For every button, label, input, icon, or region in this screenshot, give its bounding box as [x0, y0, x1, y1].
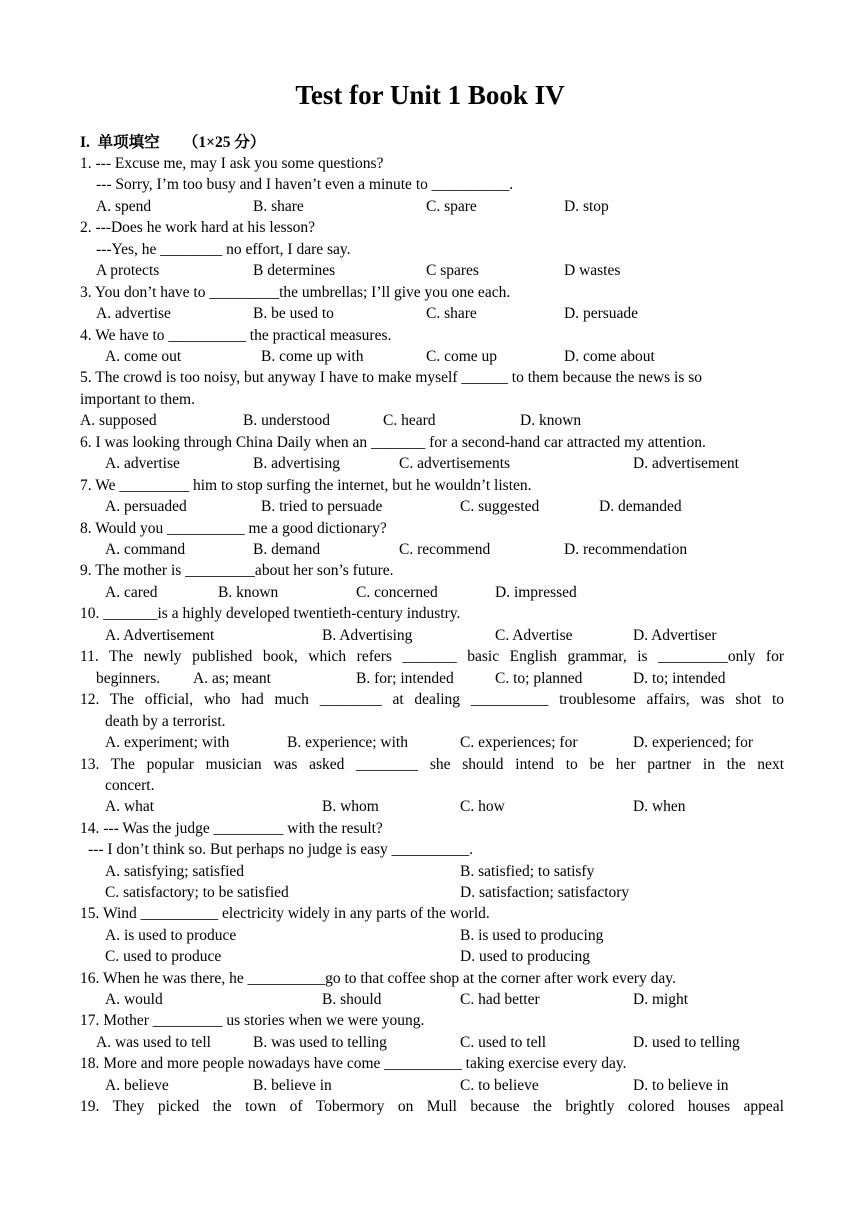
question-4-options — [80, 346, 784, 367]
option-a[interactable]: A. advertise — [105, 455, 180, 472]
option-c[interactable]: C. suggested — [460, 498, 540, 515]
option-d[interactable]: D. to believe in — [633, 1077, 729, 1094]
option-a[interactable]: A. believe — [105, 1077, 169, 1094]
option-c[interactable]: C. used to produce — [105, 948, 222, 965]
option-d[interactable]: D. Advertiser — [633, 627, 717, 644]
question-10-options — [80, 625, 784, 646]
option-a[interactable]: A. as; meant — [193, 670, 271, 687]
question-14-stem: 14. --- Was the judge _________ with the result? — [80, 820, 383, 837]
option-a[interactable]: A. would — [105, 991, 163, 1008]
option-b[interactable]: B. is used to producing — [460, 927, 604, 944]
question-5-stem-2: important to them. — [80, 391, 195, 408]
question-1-options — [80, 196, 784, 217]
option-d[interactable]: D. used to producing — [460, 948, 591, 965]
option-d[interactable]: D. recommendation — [564, 541, 688, 558]
option-b[interactable]: B. understood — [243, 412, 330, 429]
option-a[interactable]: A. what — [105, 798, 155, 815]
question-11-stem-2: beginners. — [96, 670, 161, 687]
option-c[interactable]: C. satisfactory; to be satisfied — [105, 884, 289, 901]
option-d[interactable]: D. used to telling — [633, 1034, 740, 1051]
option-d[interactable]: D. to; intended — [633, 670, 726, 687]
option-c[interactable]: C. heard — [383, 412, 436, 429]
option-a[interactable]: A. spend — [96, 198, 152, 215]
option-b[interactable]: B. for; intended — [356, 670, 454, 687]
option-c[interactable]: C. to believe — [460, 1077, 539, 1094]
option-c[interactable]: C. recommend — [399, 541, 491, 558]
option-c[interactable]: C. experiences; for — [460, 734, 578, 751]
option-b[interactable]: B. should — [322, 991, 382, 1008]
option-d[interactable]: D. advertisement — [633, 455, 739, 472]
option-c[interactable]: C. Advertise — [495, 627, 573, 644]
question-4-stem: 4. We have to __________ the practical measures. — [80, 327, 392, 344]
option-c[interactable]: C. concerned — [356, 584, 438, 601]
question-1-stem: 1. --- Excuse me, may I ask you some questions? — [80, 155, 384, 172]
question-5-stem: 5. The crowd is too noisy, but anyway I have to make myself ______ to them because the news is so — [80, 369, 703, 386]
question-6-options — [80, 453, 784, 474]
option-b[interactable]: B determines — [253, 262, 336, 279]
option-a[interactable]: A. was used to tell — [96, 1034, 211, 1051]
question-3-stem: 3. You don’t have to _________the umbrellas; I’ll give you one each. — [80, 284, 511, 301]
question-15-options-row-2 — [80, 946, 784, 967]
question-12-stem: 12. The official, who had much ________ at dealing __________ troublesome affairs, was shot to — [80, 691, 784, 708]
question-18-stem: 18. More and more people nowadays have come __________ taking exercise every day. — [80, 1055, 627, 1072]
question-12-stem-2: death by a terrorist. — [105, 713, 226, 730]
option-b[interactable]: B. satisfied; to satisfy — [460, 863, 595, 880]
question-13-stem: 13. The popular musician was asked ________ she should intend to be her partner in the next — [80, 756, 784, 773]
option-d[interactable]: D wastes — [564, 262, 621, 279]
option-c[interactable]: C. used to tell — [460, 1034, 547, 1051]
section-heading: I. 单项填空 （1×25 分） — [80, 134, 266, 151]
question-11-options — [80, 668, 784, 689]
option-b[interactable]: B. tried to persuade — [261, 498, 383, 515]
option-c[interactable]: C. come up — [426, 348, 498, 365]
page-title: Test for Unit 1 Book IV — [295, 80, 565, 110]
option-d[interactable]: D. when — [633, 798, 686, 815]
option-b[interactable]: B. known — [218, 584, 279, 601]
question-11-stem: 11. The newly published book, which refers _______ basic English grammar, is _________only for — [80, 648, 784, 665]
question-7-stem: 7. We _________ him to stop surfing the internet, but he wouldn’t listen. — [80, 477, 532, 494]
option-a[interactable]: A. advertise — [96, 305, 171, 322]
option-b[interactable]: B. come up with — [261, 348, 364, 365]
option-b[interactable]: B. was used to telling — [253, 1034, 387, 1051]
question-12-options — [80, 732, 784, 753]
question-9-options — [80, 582, 784, 603]
question-17-stem: 17. Mother _________ us stories when we were young. — [80, 1012, 425, 1029]
option-c[interactable]: C. spare — [426, 198, 477, 215]
option-a[interactable]: A. experiment; with — [105, 734, 230, 751]
option-d[interactable]: D. might — [633, 991, 689, 1008]
question-2-options — [80, 260, 784, 281]
question-15-stem: 15. Wind __________ electricity widely in any parts of the world. — [80, 905, 490, 922]
question-8-options — [80, 539, 784, 560]
option-d[interactable]: D. demanded — [599, 498, 682, 515]
question-2-stem: 2. ---Does he work hard at his lesson? — [80, 219, 316, 236]
option-c[interactable]: C. share — [426, 305, 477, 322]
question-7-options — [80, 496, 784, 517]
question-15-options-row-1 — [80, 925, 784, 946]
option-a[interactable]: A. persuaded — [105, 498, 187, 515]
question-16-stem: 16. When he was there, he __________go to that coffee shop at the corner after work every day. — [80, 970, 676, 987]
question-10-stem: 10. _______is a highly developed twentieth-century industry. — [80, 605, 461, 622]
option-b[interactable]: B. believe in — [253, 1077, 332, 1094]
question-17-options — [80, 1032, 784, 1053]
option-c[interactable]: C. to; planned — [495, 670, 583, 687]
option-c[interactable]: C spares — [426, 262, 479, 279]
question-6-stem: 6. I was looking through China Daily when an _______ for a second-hand car attracted my attention. — [80, 434, 706, 451]
option-b[interactable]: B. share — [253, 198, 304, 215]
question-2-stem-2: ---Yes, he ________ no effort, I dare say. — [96, 241, 351, 258]
question-1-stem-2: --- Sorry, I’m too busy and I haven’t even a minute to __________. — [96, 176, 514, 193]
option-a[interactable]: A. cared — [105, 584, 158, 601]
option-d[interactable]: D. stop — [564, 198, 609, 215]
option-b[interactable]: B. be used to — [253, 305, 334, 322]
option-b[interactable]: B. demand — [253, 541, 321, 558]
question-13-stem-2: concert. — [105, 777, 155, 794]
option-d[interactable]: D. experienced; for — [633, 734, 754, 751]
option-a[interactable]: A. come out — [105, 348, 182, 365]
question-19-stem: 19. They picked the town of Tobermory on Mull because the brightly colored houses appeal — [80, 1098, 784, 1115]
option-a[interactable]: A. satisfying; satisfied — [105, 863, 245, 880]
question-13-options — [80, 796, 784, 817]
option-c[interactable]: C. had better — [460, 991, 540, 1008]
option-b[interactable]: B. experience; with — [287, 734, 408, 751]
option-b[interactable]: B. advertising — [253, 455, 340, 472]
question-14-options-row-1 — [80, 861, 784, 882]
question-18-options — [80, 1075, 784, 1096]
option-d[interactable]: D. persuade — [564, 305, 639, 322]
question-9-stem: 9. The mother is _________about her son’s future. — [80, 562, 394, 579]
option-a[interactable]: A. Advertisement — [105, 627, 215, 644]
question-3-options — [80, 303, 784, 324]
option-a[interactable]: A. command — [105, 541, 186, 558]
option-c[interactable]: C. how — [460, 798, 505, 815]
question-14-options-row-2 — [80, 882, 784, 903]
option-d[interactable]: D. satisfaction; satisfactory — [460, 884, 630, 901]
option-d[interactable]: D. known — [520, 412, 582, 429]
option-b[interactable]: B. Advertising — [322, 627, 413, 644]
option-a[interactable]: A. supposed — [80, 412, 157, 429]
option-b[interactable]: B. whom — [322, 798, 379, 815]
option-a[interactable]: A protects — [96, 262, 160, 279]
question-5-options — [80, 410, 784, 431]
option-c[interactable]: C. advertisements — [399, 455, 511, 472]
option-a[interactable]: A. is used to produce — [105, 927, 237, 944]
question-14-stem-2: --- I don’t think so. But perhaps no judge is easy __________. — [88, 841, 474, 858]
option-d[interactable]: D. impressed — [495, 584, 577, 601]
question-16-options — [80, 989, 784, 1010]
question-8-stem: 8. Would you __________ me a good dictionary? — [80, 520, 387, 537]
option-d[interactable]: D. come about — [564, 348, 655, 365]
